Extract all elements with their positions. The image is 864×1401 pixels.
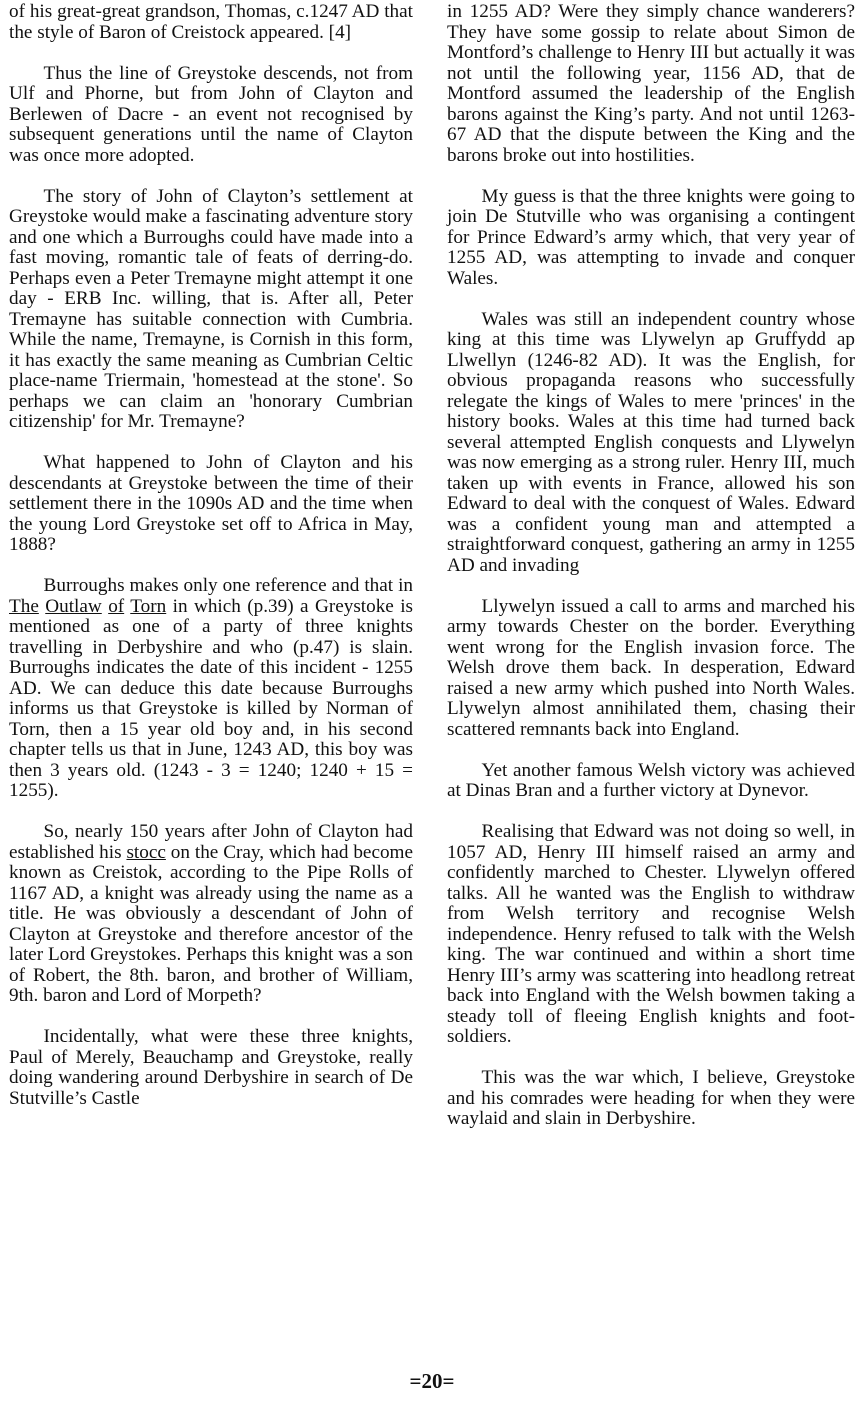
paragraph: in 1255 AD? Were they simply chance wanderers? They have some gossip to relate about Simon de Montford’s challenge to Henry III but actually it was not until the following year, 1156 AD, that de Montford assumed the leadership of the English barons against the King’s party. And not until 1263-67 AD that the dispute between the King and the barons broke out into hostilities. [447,1,855,166]
paragraph [9,822,413,1007]
paragraph: What happened to John of Clayton and his descendants at Greystoke between the time of their settlement there in the 1090s AD and the time when the young Lord Greystoke set off to Africa in May, 1888? [9,452,413,555]
left-column [9,2,413,1130]
paragraph: Thus the line of Greystoke descends, not from Ulf and Phorne, but from John of Clayton and Berlewen of Dacre - an event not recognised by subsequent generations until the name of Clayton was once more adopted. [9,62,413,166]
paragraph: of his great-great grandson, Thomas, c.1247 AD that the style of Baron of Creistock appeared. [4] [9,1,413,43]
paragraph: Llywelyn issued a call to arms and marched his army towards Chester on the border. Everything went wrong for the English invasion force. The Welsh drove them back. In desperation, Edward raised a new army which pushed into North Wales. Llywelyn almost annihilated them, chasing their scattered remnants back into England. [447,595,855,740]
paragraph: Realising that Edward was not doing so well, in 1057 AD, Henry III himself raised an army and confidently marched to Chester. Llywelyn offered talks. All he wanted was the English to withdraw from Welsh territory and recognise Welsh independence. Henry refused to talk with the Welsh king. The war continued and within a short time Henry III’s army was scattering into headlong retreat back into England with the Welsh bowmen taking a steady toll of fleeing English knights and foot-soldiers. [447,821,855,1047]
text-run: on the Cray, which had become known as Creistok, according to the Pipe Rolls of 1167 AD, a knight was already using the name as a title. He was obviously a descendant of John of Clayton at Greystoke and therefore ancestor of the later Lord Greystokes. Perhaps this knight was a son of Robert, the 8th. baron, and brother of William, 9th. baron and Lord of Morpeth? [9,841,414,1006]
text-run: So, nearly 150 years after John of Clayton had established his [9,821,413,863]
book-title: Outlaw [45,595,102,617]
paragraph [9,576,413,802]
underlined-term: stocc [126,841,166,863]
page-number: =20= [409,1369,455,1393]
paragraph: Yet another famous Welsh victory was achieved at Dinas Bran and a further victory at Dynevor. [447,759,855,801]
book-title: The [9,595,39,617]
text-run: in which (p.39) a Greystoke is mentioned as one of a party of three knights travelling in Derbyshire and who (p.47) is slain. Burroughs indicates the date of this incident - 1255 AD. We can deduce this date because Burroughs informs us that Greystoke is killed by Norman of Torn, then a 15 year old boy and, in his second chapter tells us that in June, 1243 AD, this boy was then 3 years old. (1243 - 3 = 1240; 1240 + 15 = 1255). [9,595,414,801]
paragraph: My guess is that the three knights were going to join De Stutville who was organising a contingent for Prince Edward’s army which, that very year of 1255 AD, was attempting to invade and conquer Wales. [447,185,855,289]
paragraph: Incidentally, what were these three knights, Paul of Merely, Beauchamp and Greystoke, really doing wandering around Derbyshire in search of De Stutville’s Castle [9,1026,413,1109]
paragraph: The story of John of Clayton’s settlement at Greystoke would make a fascinating adventure story and one which a Burroughs could have made into a fast moving, romantic tale of feats of derring-do. Perhaps even a Peter Tremayne might attempt it one day - ERB Inc. willing, that is. After all, Peter Tremayne has suitable connection with Cumbria. While the name, Tremayne, is Cornish in this form, it has exactly the same meaning as Cumbrian Celtic place-name Triermain, 'homestead at the stone'. So perhaps we can claim an 'honorary Cumbrian citizenship' for Mr. Tremayne? [9,185,413,432]
right-column [447,2,855,1150]
paragraph: Wales was still an independent country whose king at this time was Llywelyn ap Gruffydd ap Llwellyn (1246-82 AD). It was the English, for obvious propaganda reasons who successfully relegate the kings of Wales to mere 'princes' in the history books. Wales at this time had turned back several attempted English conquests and Llywelyn was now emerging as a strong ruler. Henry III, much taken up with events in France, allowed his son Edward to deal with the conquest of Wales. Edward was a confident young man and attempted a straightforward conquest, gathering an army in 1255 AD and invading [447,308,855,576]
paragraph: This was the war which, I believe, Greystoke and his comrades were heading for when they were waylaid and slain in Derbyshire. [447,1067,855,1129]
text-run: Burroughs makes only one reference and that in [43,575,413,596]
book-title: of [108,595,125,617]
book-title: Torn [130,595,167,617]
